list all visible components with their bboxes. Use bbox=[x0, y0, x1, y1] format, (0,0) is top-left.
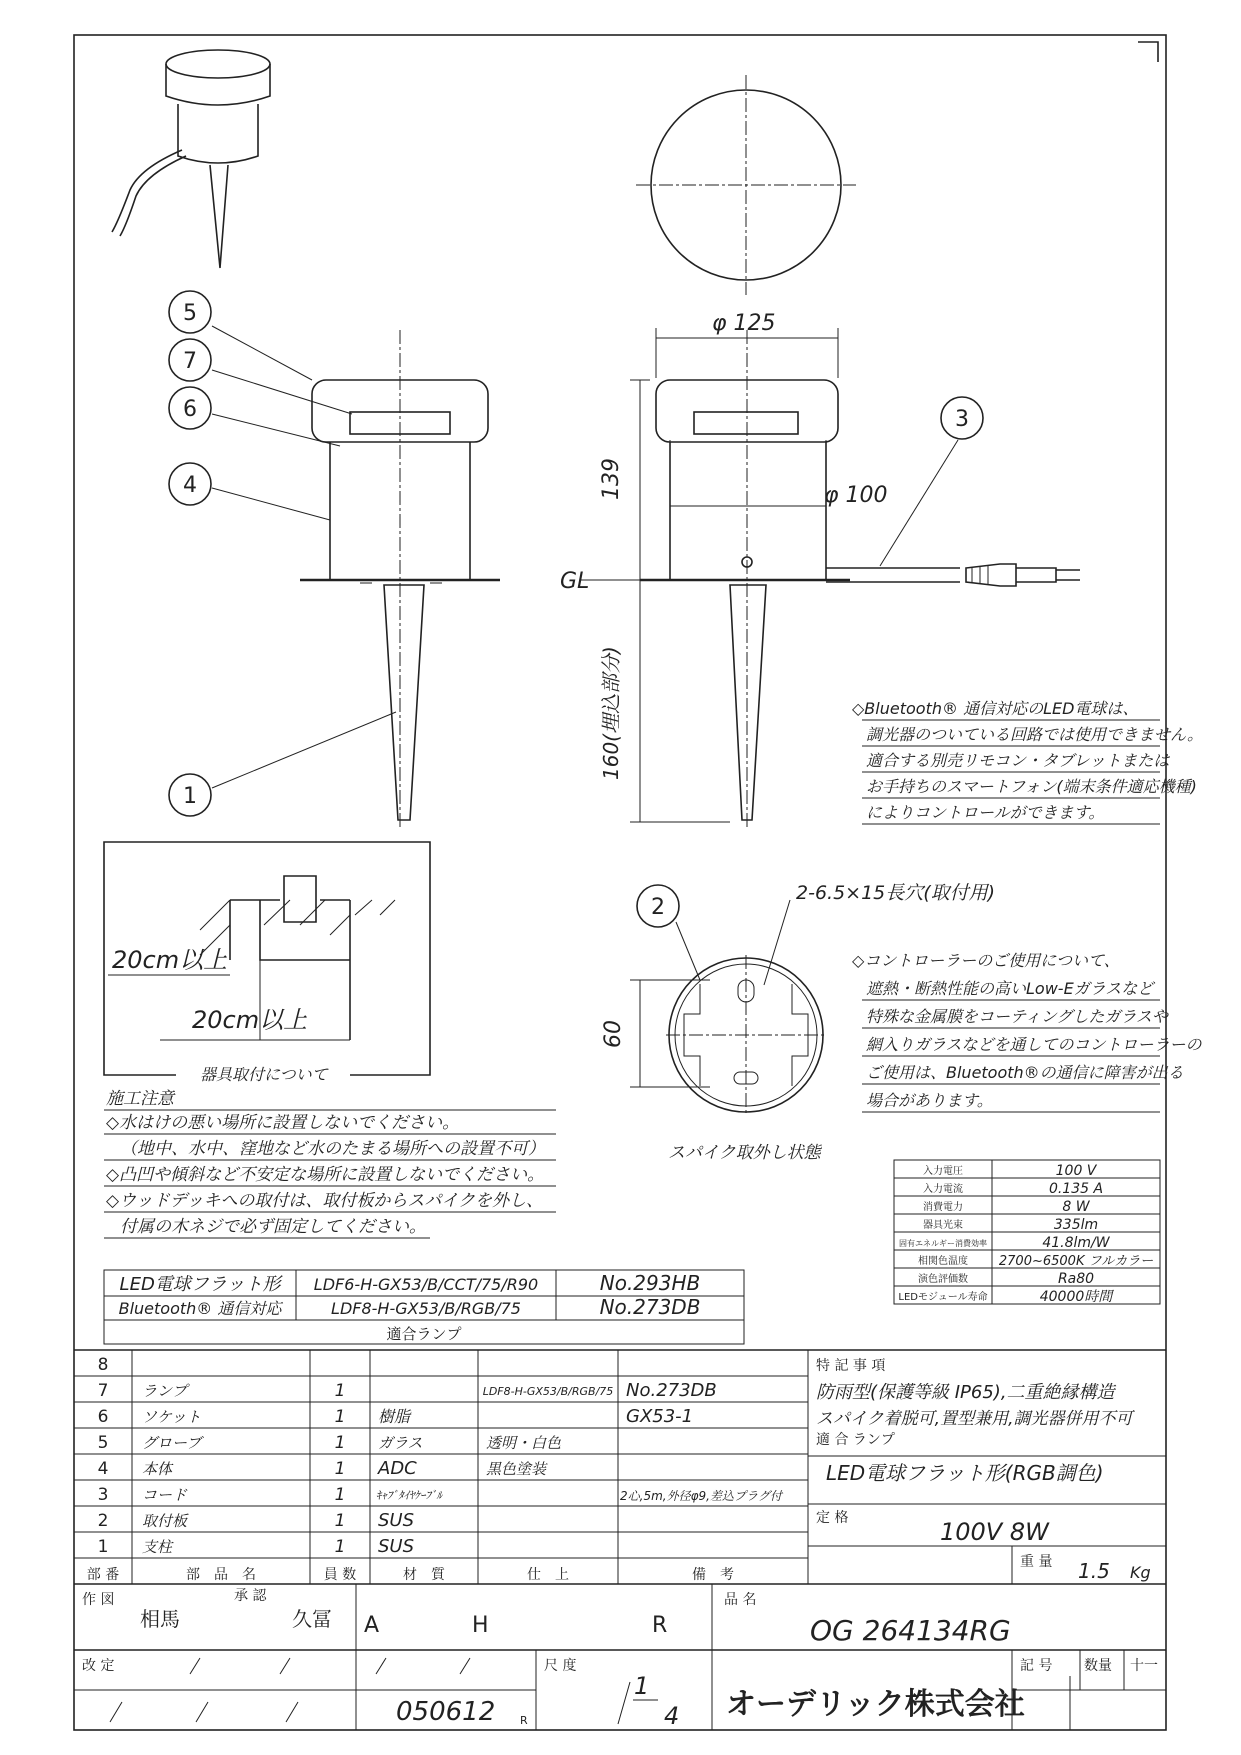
svg-text:No.273DB: No.273DB bbox=[626, 1380, 717, 1401]
svg-text:R: R bbox=[520, 1714, 528, 1727]
svg-text:相関色温度: 相関色温度 bbox=[918, 1256, 968, 1267]
svg-text:記 号: 記 号 bbox=[1020, 1658, 1053, 1674]
svg-text:7: 7 bbox=[97, 1381, 109, 1401]
svg-text:LDF8-H-GX53/B/RGB/75: LDF8-H-GX53/B/RGB/75 bbox=[482, 1385, 614, 1398]
install-detail bbox=[104, 842, 430, 1084]
svg-text:スパイク着脱可,置型兼用,調光器併用不可: スパイク着脱可,置型兼用,調光器併用不可 bbox=[816, 1409, 1133, 1429]
svg-text:重 量: 重 量 bbox=[1020, 1554, 1053, 1570]
slot-label: 2-6.5×15長穴(取付用) bbox=[796, 882, 996, 904]
svg-text:部 品 名: 部 品 名 bbox=[186, 1567, 256, 1583]
parts-table-header bbox=[87, 1566, 734, 1583]
svg-text:1: 1 bbox=[334, 1459, 346, 1479]
svg-text:部 番: 部 番 bbox=[86, 1567, 120, 1583]
svg-text:1: 1 bbox=[334, 1485, 346, 1505]
svg-text:LEDモジュール寿命: LEDモジュール寿命 bbox=[898, 1292, 988, 1303]
svg-text:◇Bluetooth® 通信対応のLED電球は、: ◇Bluetooth® 通信対応のLED電球は、 bbox=[852, 699, 1139, 718]
svg-text:0.135 A: 0.135 A bbox=[1048, 1181, 1104, 1197]
svg-text:LED電球フラット形(RGB調色): LED電球フラット形(RGB調色) bbox=[826, 1461, 1104, 1485]
svg-text:1: 1 bbox=[334, 1511, 346, 1531]
svg-text:固有エネルギー消費効率: 固有エネルギー消費効率 bbox=[899, 1239, 987, 1248]
svg-text:4: 4 bbox=[97, 1459, 109, 1479]
dim-diameter-125: φ 125 bbox=[712, 311, 776, 336]
svg-text:5: 5 bbox=[97, 1433, 109, 1453]
callout-1 bbox=[169, 774, 211, 816]
svg-text:2700~6500K フルカラー: 2700~6500K フルカラー bbox=[998, 1254, 1154, 1269]
svg-text:樹脂: 樹脂 bbox=[378, 1407, 411, 1426]
svg-text:入力電流: 入力電流 bbox=[923, 1184, 963, 1195]
svg-text:2: 2 bbox=[651, 895, 665, 920]
svg-text:20cm以上: 20cm以上 bbox=[112, 946, 228, 974]
callout-7 bbox=[169, 339, 211, 381]
controller-note bbox=[852, 951, 1203, 1112]
special-notes bbox=[816, 1357, 1151, 1583]
parts-table-rows bbox=[98, 1355, 784, 1557]
svg-text:十一: 十一 bbox=[1130, 1658, 1158, 1674]
svg-text:承 認: 承 認 bbox=[234, 1588, 267, 1604]
svg-text:ガラス: ガラス bbox=[378, 1434, 423, 1452]
callout-5 bbox=[169, 291, 211, 333]
svg-text:適合ランプ: 適合ランプ bbox=[386, 1325, 462, 1343]
svg-text:相馬: 相馬 bbox=[140, 1607, 180, 1631]
callout-2 bbox=[637, 885, 679, 927]
svg-text:尺 度: 尺 度 bbox=[544, 1658, 577, 1674]
svg-text:SUS: SUS bbox=[378, 1536, 415, 1557]
svg-text:41.8lm/W: 41.8lm/W bbox=[1042, 1235, 1110, 1251]
svg-text:1: 1 bbox=[334, 1407, 346, 1427]
dim-burial-160: 160(埋込部分) bbox=[599, 646, 623, 780]
svg-text:OG 264134RG: OG 264134RG bbox=[810, 1614, 1011, 1647]
svg-text:特殊な金属膜をコーティングしたガラスや: 特殊な金属膜をコーティングしたガラスや bbox=[866, 1007, 1168, 1026]
front-view bbox=[300, 330, 500, 830]
svg-text:4: 4 bbox=[664, 1702, 680, 1730]
svg-text:1: 1 bbox=[183, 784, 197, 809]
spike-caption: スパイク取外し状態 bbox=[668, 1143, 821, 1163]
svg-text:◇コントローラーのご使用について、: ◇コントローラーのご使用について、 bbox=[852, 951, 1120, 970]
svg-text:GX53-1: GX53-1 bbox=[626, 1406, 694, 1427]
svg-text:1: 1 bbox=[334, 1433, 346, 1453]
svg-text:R: R bbox=[652, 1613, 668, 1638]
svg-text:防雨型(保護等級 IP65),二重絶縁構造: 防雨型(保護等級 IP65),二重絶縁構造 bbox=[816, 1382, 1115, 1403]
svg-text:施工注意: 施工注意 bbox=[106, 1089, 174, 1109]
svg-text:ランプ: ランプ bbox=[142, 1382, 188, 1400]
callout-6 bbox=[169, 387, 211, 429]
callout-3 bbox=[941, 397, 983, 439]
svg-text:050612: 050612 bbox=[396, 1697, 496, 1727]
perspective-sketch bbox=[112, 50, 270, 268]
svg-text:付属の木ネジで必ず固定してください。: 付属の木ネジで必ず固定してください。 bbox=[120, 1217, 426, 1237]
svg-text:7: 7 bbox=[183, 349, 197, 374]
svg-text:Kg: Kg bbox=[1130, 1563, 1151, 1582]
bluetooth-note bbox=[852, 699, 1203, 824]
svg-text:Ra80: Ra80 bbox=[1057, 1271, 1095, 1287]
svg-text:◇凸凹や傾斜など不安定な場所に設置しないでください。: ◇凸凹や傾斜など不安定な場所に設置しないでください。 bbox=[106, 1165, 545, 1185]
dim-width-60: 60 bbox=[601, 1020, 626, 1048]
svg-text:消費電力: 消費電力 bbox=[923, 1202, 963, 1213]
svg-text:取付板: 取付板 bbox=[142, 1512, 188, 1530]
dim-height-139: 139 bbox=[599, 458, 624, 500]
construction-notes bbox=[104, 1089, 556, 1238]
svg-text:SUS: SUS bbox=[378, 1510, 415, 1531]
svg-text:オーデリック株式会社: オーデリック株式会社 bbox=[726, 1687, 1025, 1722]
svg-text:適合する別売リモコン・タブレットまたは: 適合する別売リモコン・タブレットまたは bbox=[866, 751, 1170, 770]
spec-table-text bbox=[898, 1163, 1153, 1305]
svg-text:透明・白色: 透明・白色 bbox=[486, 1434, 562, 1452]
svg-text:A: A bbox=[364, 1613, 380, 1638]
svg-text:場合があります。: 場合があります。 bbox=[866, 1091, 993, 1110]
svg-text:員 数: 員 数 bbox=[323, 1567, 357, 1583]
svg-text:支柱: 支柱 bbox=[142, 1538, 173, 1556]
svg-text:6: 6 bbox=[97, 1407, 109, 1427]
svg-text:◇水はけの悪い場所に設置しないでください。: ◇水はけの悪い場所に設置しないでください。 bbox=[106, 1113, 460, 1133]
svg-text:入力電圧: 入力電圧 bbox=[923, 1166, 963, 1177]
svg-text:本体: 本体 bbox=[142, 1460, 173, 1478]
svg-text:（地中、水中、窪地など水のたまる場所への設置不可）: （地中、水中、窪地など水のたまる場所への設置不可） bbox=[120, 1139, 545, 1159]
svg-text:20cm以上: 20cm以上 bbox=[192, 1006, 308, 1034]
svg-text:お手持ちのスマートフォン(端末条件適応機種): お手持ちのスマートフォン(端末条件適応機種) bbox=[866, 777, 1197, 796]
svg-text:ｷｬﾌﾞﾀｲﾔｹｰﾌﾞﾙ: ｷｬﾌﾞﾀｲﾔｹｰﾌﾞﾙ bbox=[376, 1489, 442, 1502]
ground-level-label: GL bbox=[560, 569, 590, 594]
svg-text:1: 1 bbox=[634, 1672, 650, 1700]
svg-text:8 W: 8 W bbox=[1062, 1199, 1090, 1215]
svg-text:ADC: ADC bbox=[378, 1458, 417, 1479]
svg-text:器具光束: 器具光束 bbox=[923, 1220, 963, 1231]
svg-text:3: 3 bbox=[97, 1485, 109, 1505]
svg-text:特 記 事 項: 特 記 事 項 bbox=[816, 1358, 886, 1374]
svg-text:演色評価数: 演色評価数 bbox=[918, 1274, 968, 1285]
svg-text:材 質: 材 質 bbox=[403, 1567, 445, 1583]
svg-text:LDF6-H-GX53/B/CCT/75/R90: LDF6-H-GX53/B/CCT/75/R90 bbox=[313, 1275, 539, 1294]
svg-text:久冨: 久冨 bbox=[292, 1607, 332, 1631]
top-view bbox=[636, 75, 856, 295]
svg-text:4: 4 bbox=[183, 473, 197, 498]
svg-text:器具取付について: 器具取付について bbox=[200, 1065, 328, 1084]
svg-text:調光器のついている回路では使用できません。: 調光器のついている回路では使用できません。 bbox=[866, 725, 1203, 744]
svg-text:LDF8-H-GX53/B/RGB/75: LDF8-H-GX53/B/RGB/75 bbox=[331, 1299, 521, 1318]
svg-text:1: 1 bbox=[97, 1537, 109, 1557]
svg-text:2: 2 bbox=[97, 1511, 109, 1531]
svg-text:2心,5m,外径φ9,差込プラグ付: 2心,5m,外径φ9,差込プラグ付 bbox=[620, 1489, 782, 1503]
lamp-table-text bbox=[119, 1271, 701, 1343]
svg-text:コード: コード bbox=[142, 1486, 188, 1504]
title-block-text bbox=[82, 1588, 1158, 1730]
svg-text:1.5: 1.5 bbox=[1078, 1559, 1110, 1583]
svg-text:5: 5 bbox=[183, 301, 197, 326]
svg-text:作 図: 作 図 bbox=[82, 1592, 115, 1608]
svg-text:6: 6 bbox=[183, 397, 197, 422]
svg-text:ソケット: ソケット bbox=[142, 1408, 202, 1426]
svg-text:1: 1 bbox=[334, 1381, 346, 1401]
svg-text:100 V: 100 V bbox=[1055, 1163, 1097, 1179]
svg-text:定 格: 定 格 bbox=[816, 1510, 849, 1526]
svg-text:遮熱・断熱性能の高いLow-Eガラスなど: 遮熱・断熱性能の高いLow-Eガラスなど bbox=[866, 979, 1154, 998]
svg-text:黒色塗装: 黒色塗装 bbox=[486, 1460, 547, 1478]
svg-text:Bluetooth® 通信対応: Bluetooth® 通信対応 bbox=[118, 1299, 282, 1318]
svg-text:1: 1 bbox=[334, 1537, 346, 1557]
svg-text:40000時間: 40000時間 bbox=[1039, 1289, 1113, 1305]
svg-text:網入りガラスなどを通してのコントローラーの: 網入りガラスなどを通してのコントローラーの bbox=[866, 1035, 1202, 1054]
svg-text:仕 上: 仕 上 bbox=[527, 1567, 569, 1583]
svg-text:100V 8W: 100V 8W bbox=[940, 1518, 1049, 1546]
svg-text:No.273DB: No.273DB bbox=[599, 1295, 701, 1319]
svg-text:適 合 ランプ: 適 合 ランプ bbox=[816, 1432, 895, 1448]
svg-text:備 考: 備 考 bbox=[692, 1567, 734, 1583]
svg-text:◇ウッドデッキへの取付は、取付板からスパイクを外し、: ◇ウッドデッキへの取付は、取付板からスパイクを外し、 bbox=[106, 1191, 544, 1211]
svg-text:335lm: 335lm bbox=[1053, 1217, 1099, 1233]
svg-text:H: H bbox=[472, 1613, 489, 1638]
svg-text:8: 8 bbox=[97, 1355, 109, 1375]
svg-text:改 定: 改 定 bbox=[82, 1658, 115, 1674]
corner-mark bbox=[1138, 42, 1158, 62]
svg-text:品 名: 品 名 bbox=[724, 1592, 757, 1608]
svg-text:数量: 数量 bbox=[1084, 1658, 1112, 1674]
svg-text:LED電球フラット形: LED電球フラット形 bbox=[119, 1274, 281, 1295]
svg-text:グローブ: グローブ bbox=[142, 1434, 202, 1452]
spike-plate-view bbox=[666, 955, 826, 1115]
dim-diameter-100: φ 100 bbox=[824, 483, 888, 508]
svg-text:3: 3 bbox=[955, 407, 969, 432]
svg-text:ご使用は、Bluetooth®の通信に障害が出る: ご使用は、Bluetooth®の通信に障害が出る bbox=[866, 1063, 1184, 1082]
svg-text:によりコントロールができます。: によりコントロールができます。 bbox=[866, 803, 1105, 822]
svg-text:No.293HB: No.293HB bbox=[599, 1271, 701, 1295]
callout-4 bbox=[169, 463, 211, 505]
